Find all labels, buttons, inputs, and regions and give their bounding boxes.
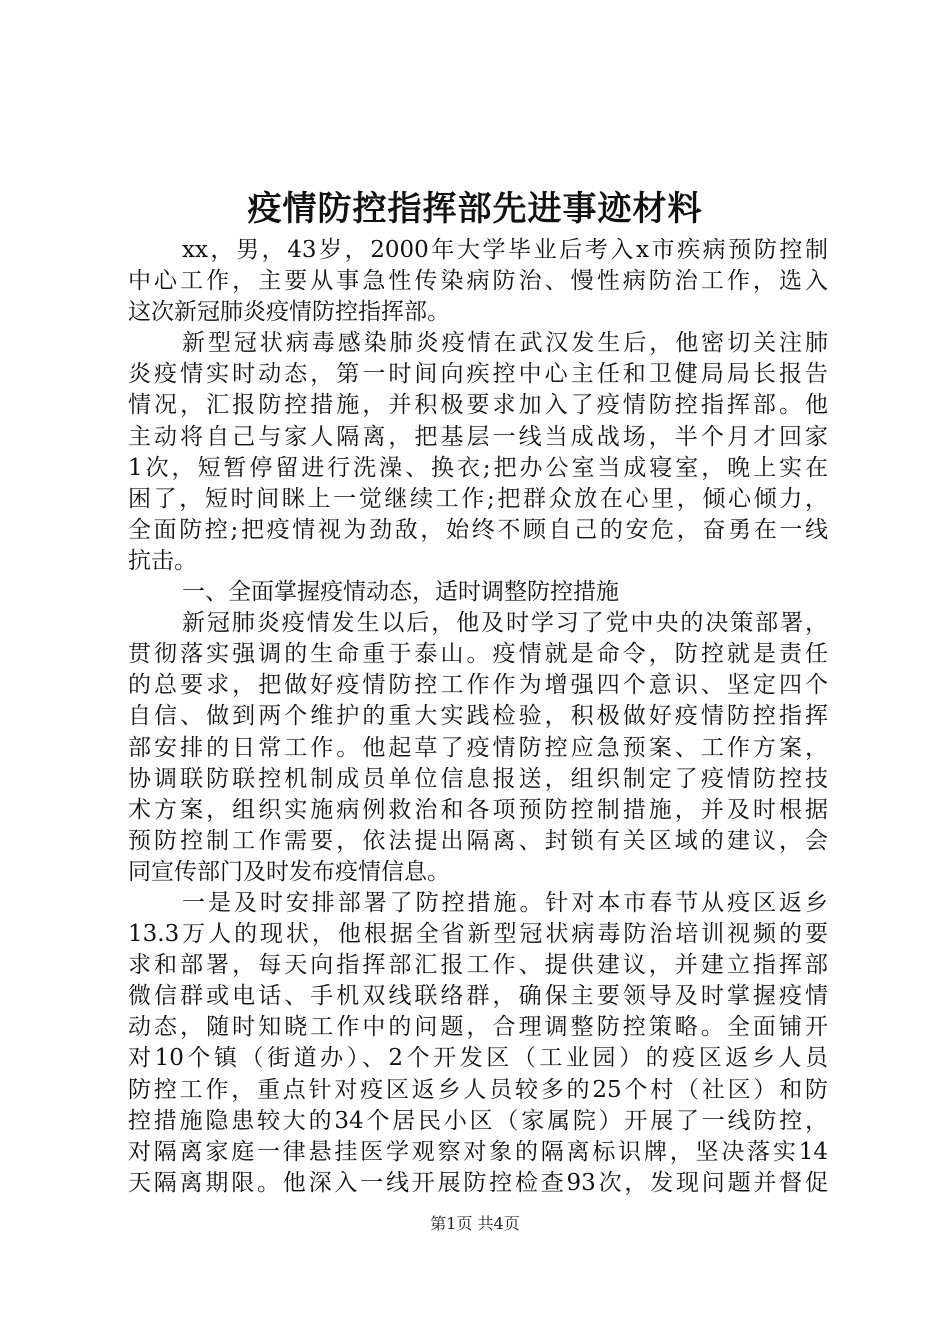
body-line: 自信、做到两个维护的重大实践检验，积极做好疫情防控指挥 — [128, 703, 828, 730]
body-line: 新型冠状病毒感染肺炎疫情在武汉发生后，他密切关注肺 — [182, 330, 828, 357]
section-heading: 一、全面掌握疫情动态，适时调整防控措施 — [182, 579, 619, 606]
body-line: 贯彻落实强调的生命重于泰山。疫情就是命令，防控就是责任 — [128, 641, 828, 668]
body-line: 对10个镇（街道办）、2个开发区（工业园）的疫区返乡人员 — [128, 1045, 828, 1072]
body-line: 一是及时安排部署了防控措施。针对本市春节从疫区返乡 — [182, 889, 828, 916]
body-line: 困了，短时间眯上一觉继续工作;把群众放在心里，倾心倾力， — [128, 485, 828, 512]
body-line: 情况，汇报防控措施，并积极要求加入了疫情防控指挥部。他 — [128, 392, 828, 419]
body-line: 求和部署，每天向指挥部汇报工作、提供建议，并建立指挥部 — [128, 952, 828, 979]
page-number: 第1页 共4页 — [430, 1214, 520, 1233]
body-line: 对隔离家庭一律悬挂医学观察对象的隔离标识牌，坚决落实14 — [128, 1138, 828, 1165]
body-line: 新冠肺炎疫情发生以后，他及时学习了党中央的决策部署， — [182, 610, 828, 637]
body-line: 预防控制工作需要，依法提出隔离、封锁有关区域的建议，会 — [128, 827, 828, 854]
body-line: 同宣传部门及时发布疫情信息。 — [128, 858, 450, 885]
body-line: 中心工作，主要从事急性传染病防治、慢性病防治工作，选入 — [128, 268, 828, 295]
body-line: 炎疫情实时动态，第一时间向疾控中心主任和卫健局局长报告 — [128, 361, 828, 388]
body-line: 防控工作，重点针对疫区返乡人员较多的25个村（社区）和防 — [128, 1076, 828, 1103]
body-line: 13.3万人的现状，他根据全省新型冠状病毒防治培训视频的要 — [128, 921, 828, 948]
body-line: 天隔离期限。他深入一线开展防控检查93次，发现问题并督促 — [128, 1169, 828, 1196]
body-line: 协调联防联控机制成员单位信息报送，组织制定了疫情防控技 — [128, 765, 828, 792]
body-line: 主动将自己与家人隔离，把基层一线当成战场，半个月才回家 — [128, 423, 828, 450]
body-line: 动态，随时知晓工作中的问题，合理调整防控策略。全面铺开 — [128, 1014, 828, 1041]
body-line: 的总要求，把做好疫情防控工作作为增强四个意识、坚定四个 — [128, 672, 828, 699]
body-line: 控措施隐患较大的34个居民小区（家属院）开展了一线防控， — [128, 1107, 828, 1134]
document-title: 疫情防控指挥部先进事迹材料 — [247, 189, 703, 229]
body-line: 微信群或电话、手机双线联络群，确保主要领导及时掌握疫情 — [128, 983, 828, 1010]
body-line: 部安排的日常工作。他起草了疫情防控应急预案、工作方案， — [128, 734, 828, 761]
body-line: xx，男，43岁，2000年大学毕业后考入x市疾病预防控制 — [182, 237, 828, 263]
body-line: 术方案，组织实施病例救治和各项预防控制措施，并及时根据 — [128, 796, 828, 823]
body-line: 这次新冠肺炎疫情防控指挥部。 — [128, 299, 450, 326]
body-line: 1次，短暂停留进行洗澡、换衣;把办公室当成寝室，晚上实在 — [128, 454, 828, 481]
document-body — [128, 235, 828, 1199]
body-line: 全面防控;把疫情视为劲敌，始终不顾自己的安危，奋勇在一线 — [128, 516, 828, 543]
body-line: 抗击。 — [128, 547, 197, 574]
